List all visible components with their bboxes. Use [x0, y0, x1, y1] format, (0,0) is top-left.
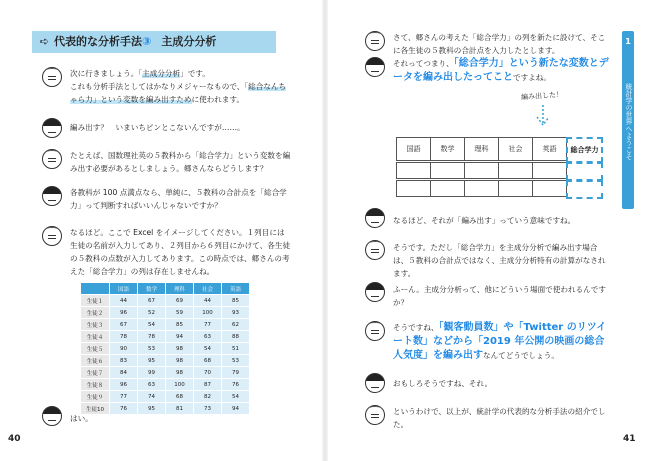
score-cell: 67 — [138, 295, 166, 307]
row-label-cell: 生徒10 — [81, 403, 110, 415]
table-header-cell: 国語 — [110, 283, 138, 295]
row-label-cell: 生徒５ — [81, 343, 110, 355]
sheet-cell — [464, 180, 499, 197]
score-cell: 54 — [138, 319, 166, 331]
sheet-cell — [498, 162, 533, 179]
score-cell: 76 — [222, 379, 250, 391]
dialogue-teacher-1 — [70, 67, 292, 106]
table-header-cell: 数学 — [138, 283, 166, 295]
score-cell: 77 — [110, 391, 138, 403]
dialogue-student-2: 各教科が 100 点満点なら、単純に、５教科の合計点を「総合学力」って判断すればいいんじゃないですか？ — [70, 188, 287, 210]
score-cell: 73 — [194, 403, 222, 415]
row-label-cell: 生徒８ — [81, 379, 110, 391]
student-avatar — [365, 373, 385, 393]
score-cell: 68 — [194, 355, 222, 367]
sheet-cell — [532, 180, 567, 197]
teacher-avatar — [365, 31, 385, 51]
dialogue-student-7: おもしろそうですね、それ。 — [393, 379, 493, 388]
dialogue-student-3: はい。 — [70, 414, 93, 423]
table-row — [81, 379, 250, 391]
chapter-title: 統計学の世界へようこそ — [625, 83, 633, 160]
score-cell: 79 — [222, 367, 250, 379]
sheet-empty-row — [397, 181, 605, 199]
score-cell: 62 — [222, 319, 250, 331]
sheet-cell — [464, 162, 499, 179]
sheet-cell — [532, 162, 567, 179]
table-row — [81, 295, 250, 307]
sheet-cell — [430, 180, 465, 197]
score-cell: 51 — [222, 343, 250, 355]
score-cell: 63 — [194, 331, 222, 343]
table-row — [81, 319, 250, 331]
dialogue-student-1: 編み出す？ いまいちピンとこないんですが……。 — [70, 123, 245, 132]
student-avatar — [365, 208, 385, 228]
table-row — [81, 331, 250, 343]
row-label-cell: 生徒２ — [81, 307, 110, 319]
sheet-cell — [396, 162, 431, 179]
score-cell: 90 — [110, 343, 138, 355]
teacher-avatar — [365, 321, 385, 341]
score-cell: 98 — [166, 343, 194, 355]
sheet-cell-total: 総合学力 — [566, 137, 603, 163]
sheet-cell — [498, 180, 533, 197]
sheet-header-row — [397, 138, 605, 163]
score-cell: 78 — [138, 331, 166, 343]
score-cell: 53 — [138, 343, 166, 355]
score-cell: 100 — [166, 379, 194, 391]
text-run: それってつまり、 — [393, 59, 454, 68]
dialogue-teacher-4: さて、郷さんの考えた「総合学力」の列を新たに設けて、そこに各生徒の５教科の合計点を入力したとします。 — [393, 33, 606, 55]
sheet-cell — [430, 162, 465, 179]
sheet-cell: 数学 — [430, 137, 465, 161]
score-cell: 98 — [166, 367, 194, 379]
sketch-label: 編み出した！ — [520, 90, 564, 102]
score-cell: 52 — [138, 307, 166, 319]
dialogue-teacher-5: そうです。ただし「総合学力」を主成分分析で編み出す場合は、５教科の合計点ではなく、主成分分析特有の計算がなされます。 — [393, 243, 606, 278]
score-cell: 44 — [110, 295, 138, 307]
table-row — [81, 367, 250, 379]
blue-emphasis: 「総合学力」という新たな変数とデータを編み出したってこと — [393, 58, 609, 83]
table-row — [81, 391, 250, 403]
student-avatar — [42, 118, 62, 138]
table-row — [81, 307, 250, 319]
score-cell: 85 — [222, 295, 250, 307]
score-cell: 98 — [166, 355, 194, 367]
dialogue-teacher-3: なるほど。ここで Excel をイメージしてください。１列目には生徒の名前が入力してあり、２列目から６列目にかけて、各生徒の５教科の点数が入力してあります。この時点では、郷さんの考えた「総合学力」の列は存在しませんね。 — [70, 228, 291, 276]
heading-subtitle: 主成分分析 — [161, 35, 217, 48]
score-cell: 88 — [222, 331, 250, 343]
teacher-avatar — [42, 67, 62, 87]
chapter-number: 1 — [625, 37, 631, 46]
score-cell: 67 — [110, 319, 138, 331]
score-cell: 87 — [194, 379, 222, 391]
student-avatar — [42, 406, 62, 426]
text-run: 次に行きましょう。「 — [70, 69, 143, 78]
dialogue-teacher-7: というわけで、以上が、統計学の代表的な分析手法の紹介でした。 — [393, 407, 606, 429]
score-cell: 95 — [138, 403, 166, 415]
sheet-empty-row — [397, 163, 605, 181]
sheet-cell — [396, 180, 431, 197]
row-label-cell: 生徒７ — [81, 367, 110, 379]
dialogue-student-5: なるほど、それが「編み出す」っていう意味ですね。 — [393, 216, 576, 225]
heading-title: 代表的な分析手法 — [54, 35, 142, 48]
score-cell: 93 — [222, 307, 250, 319]
teacher-avatar — [365, 405, 385, 425]
teacher-avatar — [365, 240, 385, 260]
score-cell: 96 — [110, 307, 138, 319]
score-cell: 95 — [138, 355, 166, 367]
score-cell: 99 — [138, 367, 166, 379]
score-cell: 83 — [110, 355, 138, 367]
score-cell: 74 — [138, 391, 166, 403]
highlight-text: 総合なんちゃら力」という変数を編み出すため — [70, 82, 287, 104]
score-cell: 82 — [194, 391, 222, 403]
score-cell: 94 — [222, 403, 250, 415]
dialogue-teacher-2: たとえば、国数理社英の５教科から「総合学力」という変数を編み出す必要があるとしましょう。郷さんならどうします？ — [70, 151, 291, 173]
score-cell: 85 — [166, 319, 194, 331]
score-cell: 77 — [194, 319, 222, 331]
sheet-cell — [566, 162, 603, 181]
sheet-cell: 理科 — [464, 137, 499, 161]
text-run: これも分析手法としてはかなりメジャーなもので、「 — [70, 82, 249, 91]
student-avatar — [42, 186, 62, 206]
score-cell: 76 — [110, 403, 138, 415]
teacher-avatar — [42, 149, 62, 169]
page-number-left: 40 — [8, 434, 21, 444]
page-number-right: 41 — [623, 434, 636, 444]
heading-number: ③ — [142, 35, 152, 48]
table-header-cell: 社会 — [194, 283, 222, 295]
table-header-cell: 英語 — [222, 283, 250, 295]
table-header-row — [81, 283, 250, 295]
table-row — [81, 343, 250, 355]
score-cell: 84 — [110, 367, 138, 379]
dialogue-student-4 — [393, 57, 611, 85]
sheet-cell: 英語 — [532, 137, 567, 161]
row-label-cell: 生徒４ — [81, 331, 110, 343]
blue-emphasis: 「観客動員数」や「Twitter のリツイート数」などから「2019 年公開の映画の総合人気度」を編み出す — [393, 322, 607, 361]
sheet-cell — [566, 180, 603, 199]
student-avatar — [365, 57, 385, 77]
row-label-cell: 生徒１ — [81, 295, 110, 307]
teacher-avatar — [42, 226, 62, 246]
table-row — [81, 355, 250, 367]
score-cell: 53 — [222, 355, 250, 367]
arrow-icon: ➪ — [39, 35, 50, 48]
score-cell: 100 — [194, 307, 222, 319]
section-heading — [32, 31, 276, 53]
text-run: ですよね。 — [513, 73, 551, 82]
highlight-text: 主成分分析 — [142, 69, 181, 78]
score-cell: 68 — [166, 391, 194, 403]
chapter-tab — [622, 31, 634, 209]
dialogue-teacher-6 — [393, 321, 611, 363]
row-label-cell: 生徒３ — [81, 319, 110, 331]
score-cell: 70 — [194, 367, 222, 379]
sheet-cell: 国語 — [396, 137, 431, 161]
sheet-cell: 社会 — [498, 137, 533, 161]
spreadsheet-sketch — [397, 138, 605, 199]
dialogue-student-6: ふーん。主成分分析って、他にどういう場面で使われるんですか？ — [393, 285, 606, 307]
score-cell: 63 — [138, 379, 166, 391]
score-cell: 94 — [166, 331, 194, 343]
score-cell: 81 — [166, 403, 194, 415]
score-cell: 59 — [166, 307, 194, 319]
row-label-cell: 生徒９ — [81, 391, 110, 403]
score-cell: 44 — [194, 295, 222, 307]
text-run: なんてどうでしょう。 — [483, 351, 559, 360]
score-table — [80, 282, 250, 415]
score-cell: 69 — [166, 295, 194, 307]
text-run: に使われます。 — [191, 95, 245, 104]
text-run: そうですね、 — [393, 323, 439, 332]
score-cell: 78 — [110, 331, 138, 343]
right-page — [325, 0, 650, 461]
score-cell: 54 — [222, 391, 250, 403]
score-cell: 96 — [110, 379, 138, 391]
table-header-cell — [81, 283, 110, 295]
row-label-cell: 生徒６ — [81, 355, 110, 367]
table-header-cell: 理科 — [166, 283, 194, 295]
student-avatar — [365, 282, 385, 302]
down-arrow-icon — [533, 103, 553, 131]
text-run: 」です。 — [180, 69, 210, 78]
score-cell: 54 — [194, 343, 222, 355]
